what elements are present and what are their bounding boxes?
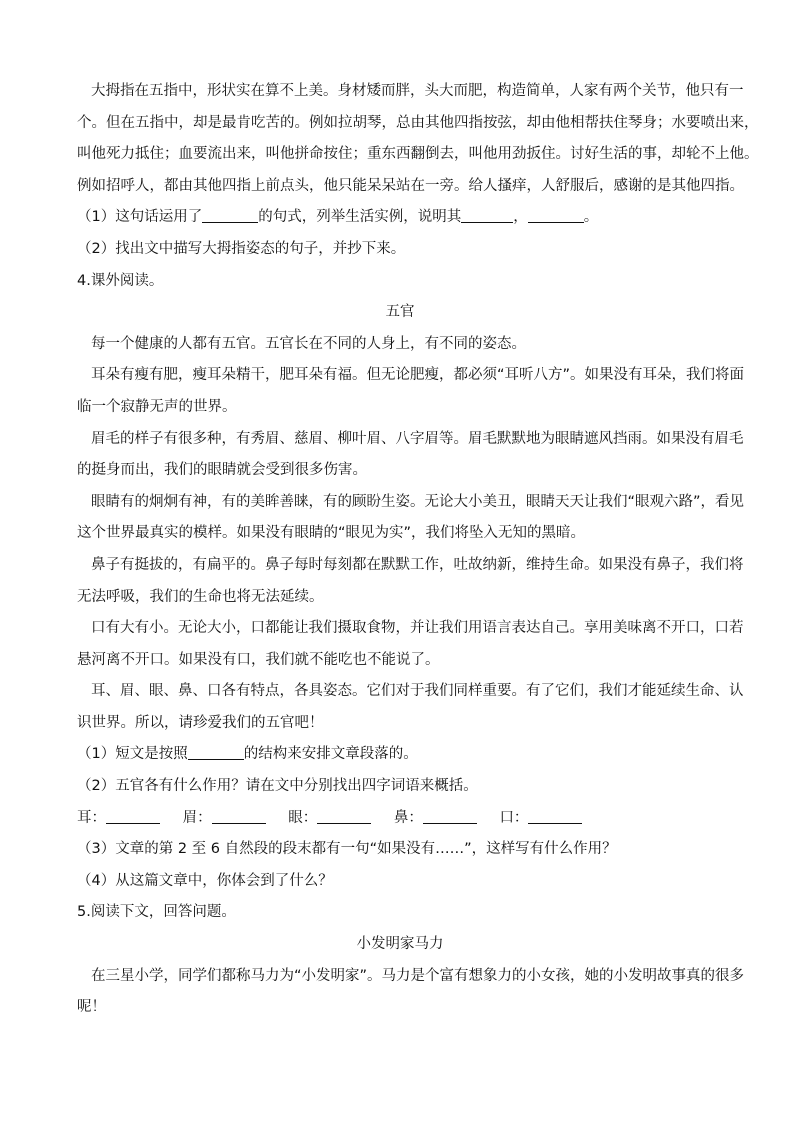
- answer-blank[interactable]: [106, 822, 160, 824]
- article-title-inventor: 小发明家马力: [356, 936, 444, 953]
- paragraph-line: 例如招呼人，都由其他四指上前点头，他只能呆呆站在一旁。给人搔痒，人舒服后，感谢的是其他四指。: [77, 177, 744, 194]
- question-3-1: （1）这句话运用了 的句式，列举生活实例，说明其 ， 。: [77, 209, 599, 226]
- question-4-3: （3）文章的第 2 至 6 自然段的段末都有一句“如果没有……”，这样写有什么作用？: [77, 841, 617, 858]
- question-3-2: （2）找出文中描写大拇指姿态的句子，并抄下来。: [77, 240, 406, 257]
- answer-blank[interactable]: [317, 822, 371, 824]
- answer-blank[interactable]: [528, 221, 584, 223]
- question-4-4: （4）从这篇文章中，你体会到了什么？: [77, 872, 333, 889]
- paragraph-line: 这个世界最真实的模样。如果没有眼睛的“眼见为实”，我们将坠入无知的黑暗。: [77, 525, 586, 542]
- paragraph-line: 个。但在五指中，却是最肯吃苦的。例如拉胡琴，总由其他四指按弦，却由他相帮扶住琴身；水要喷出来，: [77, 114, 759, 131]
- question-4-2: （2）五官各有什么作用？请在文中分别找出四字词语来概括。: [77, 778, 478, 795]
- paragraph-line: 鼻子有挺拔的，有扁平的。鼻子每时每刻都在默默工作，吐故纳新，维持生命。如果没有鼻子，我们将: [91, 556, 744, 573]
- document-page: [77, 76, 759, 1024]
- paragraph-line: 眼睛有的炯炯有神，有的美眸善睐，有的顾盼生姿。无论大小美丑，眼睛天天让我们“眼观六路”，看见: [91, 493, 745, 510]
- paragraph-line: 眉毛的样子有很多种，有秀眉、慈眉、柳叶眉、八字眉等。眉毛默默地为眼睛遮风挡雨。如果没有眉毛: [91, 430, 744, 447]
- paragraph-line: 在三星小学，同学们都称马力为“小发明家”。马力是个富有想象力的小女孩，她的小发明故事真的很多: [91, 967, 745, 984]
- fill-label-mouth: 口：: [499, 809, 529, 826]
- fill-label-nose: 鼻：: [393, 809, 423, 826]
- question-4-1: （1）短文是按照 的结构来安排文章段落的。: [77, 746, 418, 763]
- section-heading-5: 5.阅读下文，回答问题。: [77, 904, 236, 921]
- answer-blank[interactable]: [423, 822, 477, 824]
- paragraph-line: 识世界。所以，请珍爱我们的五官吧！: [77, 714, 324, 731]
- paragraph-line: 耳、眉、眼、鼻、口各有特点，各具姿态。它们对于我们同样重要。有了它们，我们才能延续生命、认: [91, 683, 744, 700]
- paragraph-line: 悬河离不开口。如果没有口，我们就不能吃也不能说了。: [77, 651, 440, 668]
- fill-label-eye: 眼：: [288, 809, 318, 826]
- paragraph-line: 临一个寂静无声的世界。: [77, 398, 237, 415]
- paragraph-line: 呢！: [77, 999, 106, 1016]
- answer-blank[interactable]: [528, 822, 582, 824]
- answer-blank[interactable]: [212, 822, 266, 824]
- paragraph-line: 大拇指在五指中，形状实在算不上美。身材矮而胖，头大而肥，构造简单，人家有两个关节，他只有一: [91, 83, 744, 99]
- answer-blank[interactable]: [202, 221, 258, 223]
- section-heading-4: 4.课外阅读。: [77, 272, 164, 289]
- question-4-fill-row: [77, 803, 723, 835]
- paragraph-line: 每一个健康的人都有五官。五官长在不同的人身上，有不同的姿态。: [91, 335, 526, 352]
- paragraph-line: 口有大有小。无论大小，口都能让我们摄取食物，并让我们用语言表达自己。享用美味离不开口，口若: [91, 620, 744, 637]
- fill-label-brow: 眉：: [182, 809, 212, 826]
- paragraph-line: 叫他死力抵住；血要流出来，叫他拼命按住；重东西翻倒去，叫他用劲扳住。讨好生活的事，却轮不上他。: [77, 146, 759, 163]
- paragraph-line: 耳朵有瘦有肥，瘦耳朵精干，肥耳朵有福。但无论肥瘦，都必须“耳听八方”。如果没有耳朵，我们将面: [91, 367, 745, 384]
- paragraph-line: 无法呼吸，我们的生命也将无法延续。: [77, 588, 324, 605]
- article-title-wuguan: 五官: [385, 304, 415, 321]
- answer-blank[interactable]: [461, 221, 513, 223]
- answer-blank[interactable]: [188, 758, 244, 760]
- paragraph-line: 的挺身而出，我们的眼睛就会受到很多伤害。: [77, 462, 367, 479]
- fill-label-ear: 耳：: [77, 809, 106, 826]
